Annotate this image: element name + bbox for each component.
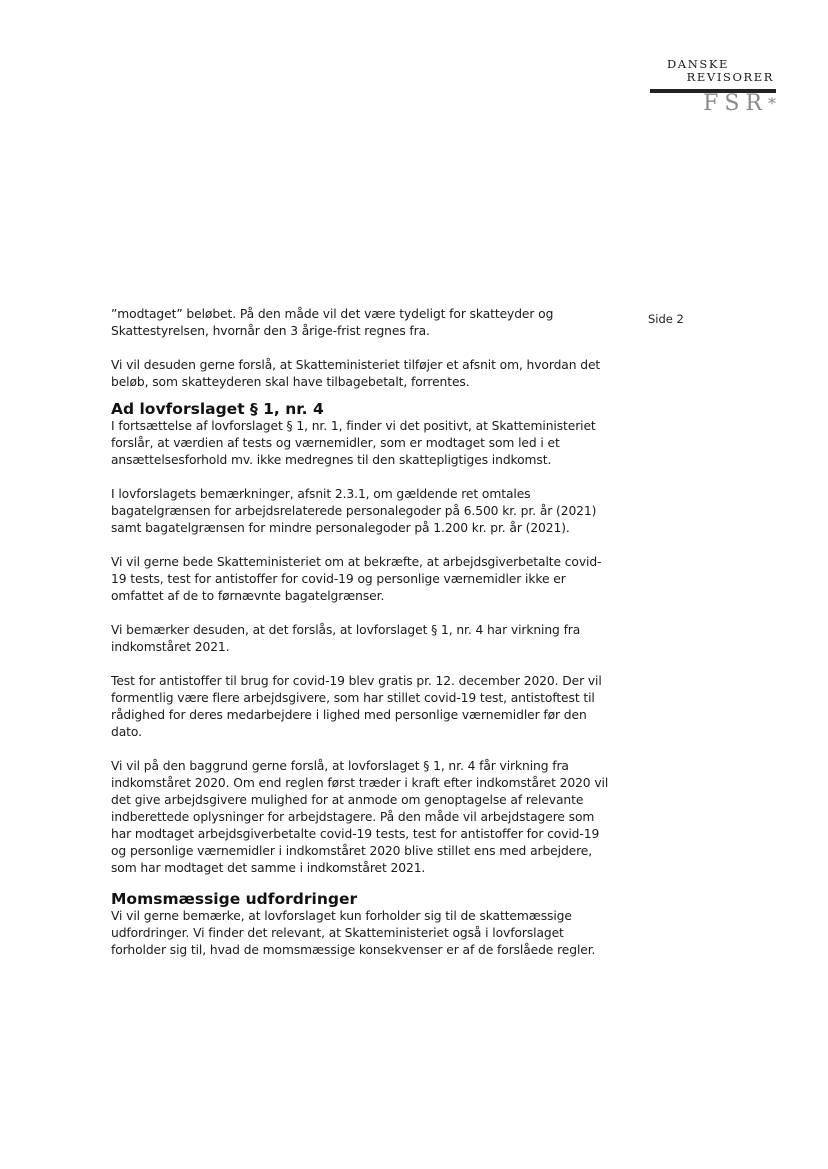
paragraph: I lovforslagets bemærkninger, afsnit 2.3.1, om gældende ret omtales bagatelgrænsen for arbejdsrelaterede personalegoder på 6.500 kr. pr. år (2021) samt bagatelgrænsen for mindre personalegoder på 1.200 kr. pr. år (2021). (111, 487, 597, 535)
paragraph: Vi vil gerne bemærke, at lovforslaget kun forholder sig til de skattemæssige udfordringer. Vi finder det relevant, at Skatteministeriet også i lovforslaget forholder sig til, hvad de momsmæssige konsekvenser er af de forslåede regler. (111, 909, 596, 957)
logo-line-revisorer: REVISORER (686, 70, 774, 84)
paragraph: I fortsættelse af lovforslaget § 1, nr. 1, finder vi det positivt, at Skatteministeriet forslår, at værdien af tests og værnemidler, som er modtaget som led i et ansættelsesforhold mv. ikke medregnes til den skattepligtiges indkomst. (111, 419, 596, 467)
logo-line-danske: DANSKE (666, 57, 730, 71)
paragraph: Vi vil på den baggrund gerne forslå, at lovforslaget § 1, nr. 4 får virkning fra indkomståret 2020. Om end reglen først træder i kraft efter indkomståret 2020 vil det give arbejdsgivere mulighed for at anmode om genoptagelse af relevante indberettede oplysninger for arbejdstagere. På den måde vil arbejdstagere som har modtaget arbejdsgiverbetalte covid-19 tests, test for antistoffer for covid-19 og personlige værnemidler i indkomståret 2020 blive stillet ens med arbejdere, som har modtaget det samme i indkomståret 2021. (111, 759, 609, 875)
logo-mark-text: FSR (703, 91, 768, 116)
page-number: Side 2 (648, 312, 684, 326)
letter-body (111, 306, 611, 976)
paragraph: ”modtaget” beløbet. På den måde vil det være tydeligt for skatteyder og Skattestyrelsen, hvornår den 3 årige-frist regnes fra. (111, 307, 554, 338)
logo-mark (640, 93, 776, 115)
logo-star: * (768, 94, 776, 113)
paragraph: Vi bemærker desuden, at det forslås, at lovforslaget § 1, nr. 4 har virkning fra indkomståret 2021. (111, 623, 581, 654)
section-heading-lovforslaget: Ad lovforslaget § 1, nr. 4 (111, 400, 324, 418)
paragraph: Vi vil desuden gerne forslå, at Skatteministeriet tilføjer et afsnit om, hvordan det beløb, som skatteyderen skal have tilbagebetalt, forrentes. (111, 358, 601, 389)
organization-logo (640, 58, 780, 115)
section-heading-moms: Momsmæssige udfordringer (111, 890, 358, 908)
paragraph: Vi vil gerne bede Skatteministeriet om at bekræfte, at arbejdsgiverbetalte covid-19 tests, test for antistoffer for covid-19 og personlige værnemidler ikke er omfattet af de to førnævnte bagatelgrænser. (111, 555, 602, 603)
paragraph: Test for antistoffer til brug for covid-19 blev gratis pr. 12. december 2020. Der vil formentlig være flere arbejdsgivere, som har stillet covid-19 test, antistoftest til rådighed for deres medarbejdere i lighed med personlige værnemidler før den dato. (111, 674, 602, 739)
